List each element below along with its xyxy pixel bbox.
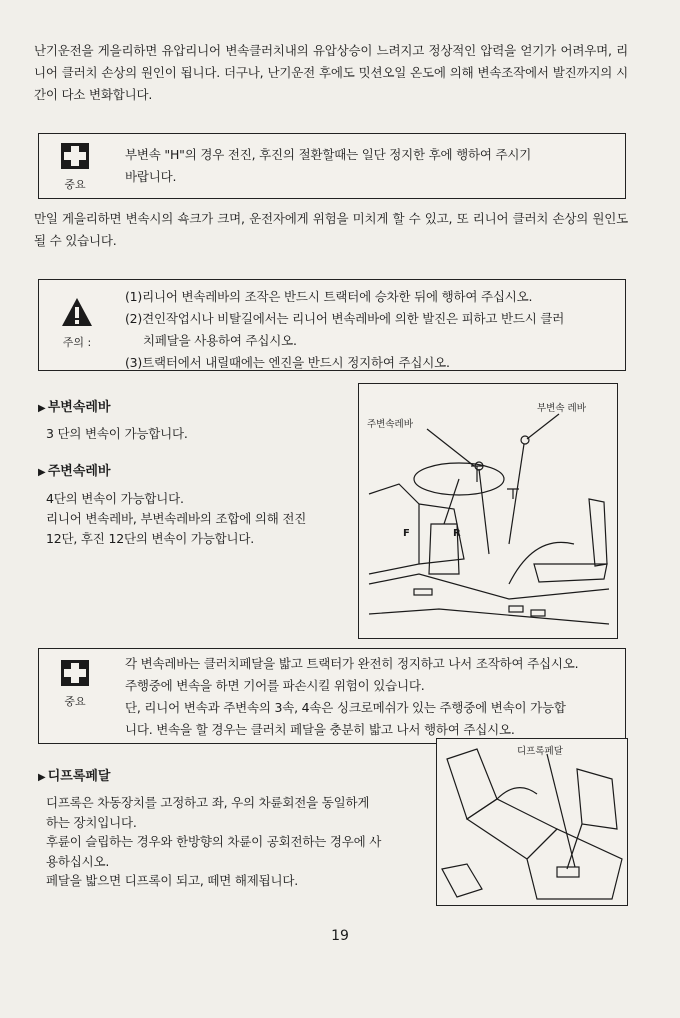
important-line: 니다. 변속을 할 경우는 클러치 페달을 충분히 밟고 나서 행하여 주십시오. (125, 722, 515, 737)
important-notice-box-2 (38, 648, 626, 744)
important-icon-wrap (47, 142, 103, 192)
important-notice-box (38, 133, 626, 199)
middle-paragraph: 만일 게을리하면 변속시의 쇽크가 크며, 운전자에게 위험을 미치게 할 수 있고, 또 리니어 클러치 손상의 원인도 될 수 있습니다. (34, 211, 628, 248)
triangle-bullet-icon: ▶ (38, 467, 46, 478)
intro-paragraph: 난기운전을 게을리하면 유압리니어 변속클러치내의 유압상승이 느려지고 정상적인 압력을 얻기가 어려우며, 리니어 클러치 손상의 원인이 됩니다. 더구나, 난기운전 후에도 밋션오일 온도에 의해 변속조작에서 발진까지의 시간이 다소 변화합니다. (34, 43, 628, 102)
caution-text (125, 286, 564, 374)
sub-shift-heading-text: 부변속레바 (47, 400, 111, 415)
diff-lock-text (46, 793, 381, 891)
diff-lock-line: 후륜이 슬립하는 경우와 한방향의 차륜이 공회전하는 경우에 사 (46, 834, 382, 849)
diff-lock-pedal-illustration (437, 739, 627, 905)
caution-box (38, 279, 626, 371)
main-shift-line: 4단의 변속이 가능합니다. (46, 491, 184, 506)
important-line: 주행중에 변속을 하면 기어를 파손시킬 위험이 있습니다. (125, 678, 425, 693)
important-line: 단, 리니어 변속과 주변속의 3속, 4속은 싱크로메쉬가 있는 주행중에 변속이 가능합 (125, 700, 566, 715)
caution-line: (3)트랙터에서 내릴때에는 엔진을 반드시 정지하여 주십시오. (125, 355, 450, 370)
main-shift-lever-label: 주변속레바 (367, 419, 413, 430)
diff-lock-heading-text: 디프록페달 (47, 769, 111, 784)
sub-shift-lever-label: 부변속 레바 (537, 403, 586, 414)
caution-line: (2)견인작업시나 비탈길에서는 리니어 변속레바에 의한 발진은 피하고 반드시 클러 (125, 311, 565, 326)
diff-lock-pedal-label: 디프록페달 (517, 746, 563, 757)
diff-lock-line: 용하십시오. (46, 853, 110, 869)
main-shift-line: 리니어 변속레바, 부변속레바의 조합에 의해 전진 (46, 511, 307, 526)
important-label-2: 중요 (64, 695, 86, 708)
main-shift-heading (38, 460, 111, 479)
caution-label: 주의 : (62, 336, 92, 349)
sub-shift-line: 3 단의 변속이 가능합니다. (46, 426, 188, 441)
important-text (125, 144, 531, 188)
important-text-2 (125, 653, 617, 741)
diff-lock-figure (436, 738, 628, 906)
triangle-bullet-icon: ▶ (38, 772, 46, 783)
triangle-bullet-icon: ▶ (38, 403, 46, 414)
diff-lock-line: 디프록은 차동장치를 고정하고 좌, 우의 차륜회전을 동일하게 (46, 795, 370, 810)
diff-lock-line: 하는 장치입니다. (46, 814, 137, 830)
caution-line: (1)리니어 변속레바의 조작은 반드시 트랙터에 승차한 뒤에 행하여 주십시오. (125, 289, 533, 304)
important-line: 바랍니다. (125, 169, 177, 184)
shift-lever-figure (358, 383, 618, 639)
main-shift-text (46, 489, 306, 549)
caution-line: 치페달을 사용하여 주십시오. (143, 333, 297, 348)
warning-triangle-icon (60, 296, 94, 328)
reverse-mark: R (453, 528, 461, 539)
sub-shift-heading (38, 396, 111, 415)
main-shift-heading-text: 주변속레바 (47, 464, 111, 479)
important-label: 중요 (64, 178, 86, 191)
first-aid-cross-icon (60, 142, 90, 170)
page-number: 19 (331, 928, 349, 944)
important-line: 부변속 "H"의 경우 전진, 후진의 절환할때는 일단 정지한 후에 행하여 주시기 (125, 147, 532, 162)
diff-lock-line: 페달을 밟으면 디프록이 되고, 떼면 해제됩니다. (46, 873, 299, 888)
important-icon-wrap-2 (47, 659, 103, 709)
main-shift-line: 12단, 후진 12단의 변속이 가능합니다. (46, 531, 255, 546)
caution-icon-wrap (49, 296, 105, 350)
diff-lock-heading (38, 765, 111, 784)
forward-mark: F (403, 528, 410, 539)
sub-shift-text (46, 424, 188, 444)
important-line: 각 변속레바는 클러치페달을 밟고 트랙터가 완전히 정지하고 나서 조작하여 주십시오. (125, 656, 579, 671)
first-aid-cross-icon (60, 659, 90, 687)
